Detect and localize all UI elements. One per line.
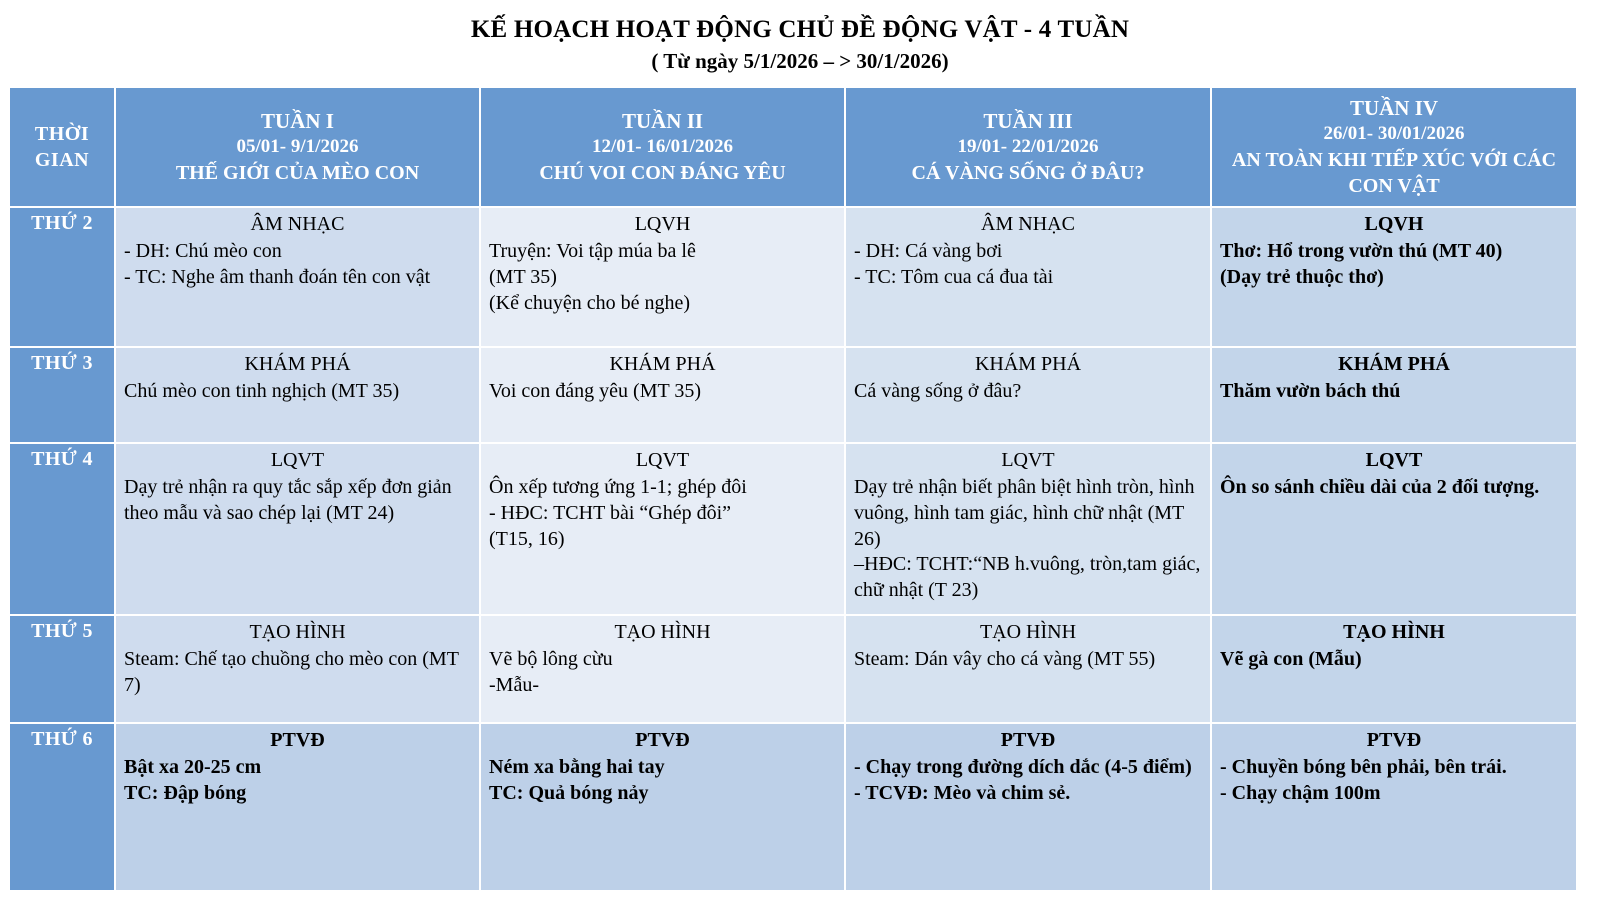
cell-w3-thu5: [845, 615, 1211, 723]
cell-w1-thu2: [115, 207, 480, 347]
week-3-topic: CÁ VÀNG SỐNG Ở ĐÂU?: [911, 161, 1145, 184]
cell-w1-thu5: [115, 615, 480, 723]
activity-line: - Chuyền bóng bên phải, bên trái.: [1220, 756, 1507, 779]
table-row: [9, 347, 1577, 443]
activity-line: - HĐC: TCHT bài “Ghép đôi”: [489, 502, 732, 525]
cell-w3-thu2: [845, 207, 1211, 347]
cell-w4-thu5: [1211, 615, 1577, 723]
day-label-thu-3: THỨ 3: [9, 347, 115, 443]
day-label-thu-4: THỨ 4: [9, 443, 115, 615]
activity-line: TC: Quả bóng nảy: [489, 782, 649, 805]
activity-line: (Kể chuyện cho bé nghe): [489, 291, 691, 314]
activity-name: LQVH: [634, 212, 691, 235]
activity-line: - DH: Cá vàng bơi: [854, 240, 1003, 263]
activity-name: KHÁM PHÁ: [609, 352, 716, 375]
cell-w2-thu6: [480, 723, 845, 891]
activity-line: - TC: Nghe âm thanh đoán tên con vật: [124, 266, 431, 289]
activity-name: ÂM NHẠC: [250, 212, 345, 235]
week-2-name: TUẦN II: [621, 108, 704, 133]
activity-name: LQVT: [1001, 448, 1055, 471]
activity-name: TẠO HÌNH: [614, 620, 711, 643]
cell-w3-thu4: [845, 443, 1211, 615]
activity-name: LQVH: [1364, 212, 1424, 235]
header-week-2: [480, 87, 845, 207]
activity-line: Ôn xếp tương ứng 1-1; ghép đôi: [489, 476, 747, 499]
activity-line: - DH: Chú mèo con: [124, 240, 282, 263]
table-row: [9, 207, 1577, 347]
activity-name: PTVĐ: [1000, 728, 1056, 751]
activity-line: Chú mèo con tinh nghịch (MT 35): [124, 380, 400, 403]
activity-line: - Chạy chậm 100m: [1220, 782, 1381, 805]
day-label-thu-5: THỨ 5: [9, 615, 115, 723]
table-row: [9, 615, 1577, 723]
activity-line: - Chạy trong đường dích dắc (4-5 điểm): [854, 756, 1192, 779]
activity-line: Steam: Chế tạo chuồng cho mèo con (MT 7): [124, 648, 459, 697]
activity-line: Vẽ bộ lông cừu: [489, 648, 613, 671]
activity-line: (MT 35): [489, 266, 557, 289]
activity-name: TẠO HÌNH: [979, 620, 1077, 643]
cell-w4-thu6: [1211, 723, 1577, 891]
header-time-line1: THỜI: [34, 122, 90, 145]
week-2-dates: 12/01- 16/01/2026: [592, 136, 733, 158]
activity-line: Cá vàng sống ở đâu?: [854, 380, 1022, 403]
page-subtitle: ( Từ ngày 5/1/2026 – > 30/1/2026): [651, 48, 949, 73]
cell-w4-thu3: [1211, 347, 1577, 443]
activity-plan-table: [8, 86, 1578, 892]
cell-w1-thu4: [115, 443, 480, 615]
week-3-dates: 19/01- 22/01/2026: [957, 136, 1099, 158]
activity-name: KHÁM PHÁ: [974, 352, 1082, 375]
activity-name: ÂM NHẠC: [981, 212, 1075, 235]
activity-line: Thơ: Hổ trong vườn thú (MT 40): [1220, 240, 1503, 263]
table-row: [9, 723, 1577, 891]
title-block: [0, 0, 1600, 73]
activity-line: Thăm vườn bách thú: [1220, 380, 1401, 403]
cell-w2-thu4: [480, 443, 845, 615]
activity-line: Voi con đáng yêu (MT 35): [489, 380, 702, 403]
cell-w2-thu2: [480, 207, 845, 347]
week-1-dates: 05/01- 9/1/2026: [236, 136, 359, 158]
week-4-name: TUẦN IV: [1349, 95, 1439, 120]
header-week-1: [115, 87, 480, 207]
activity-name: LQVT: [270, 448, 325, 471]
header-week-4: [1211, 87, 1577, 207]
activity-line: Truyện: Voi tập múa ba lê: [489, 240, 696, 263]
cell-w2-thu5: [480, 615, 845, 723]
cell-w4-thu4: [1211, 443, 1577, 615]
day-label-thu-2: THỨ 2: [9, 207, 115, 347]
activity-name: PTVĐ: [635, 728, 690, 751]
week-4-dates: 26/01- 30/01/2026: [1323, 123, 1465, 145]
cell-w3-thu3: [845, 347, 1211, 443]
activity-line: Vẽ gà con (Mẫu): [1220, 648, 1362, 671]
activity-name: TẠO HÌNH: [249, 620, 346, 643]
cell-w4-thu2: [1211, 207, 1577, 347]
activity-line: –HĐC: TCHT:“NB h.vuông, tròn,tam giác, chữ nhật (T 23): [854, 553, 1201, 601]
activity-line: TC: Đập bóng: [124, 782, 247, 805]
week-2-topic: CHÚ VOI CON ĐÁNG YÊU: [539, 161, 786, 184]
week-1-topic: THẾ GIỚI CỦA MÈO CON: [175, 161, 420, 184]
activity-line: - TCVĐ: Mèo và chim sẻ.: [854, 782, 1071, 805]
activity-line: Dạy trẻ nhận biết phân biệt hình tròn, hình vuông, hình tam giác, hình chữ nhật (MT 26): [854, 476, 1195, 550]
activity-line: Dạy trẻ nhận ra quy tắc sắp xếp đơn giản theo mẫu và sao chép lại (MT 24): [124, 476, 452, 525]
header-week-3: [845, 87, 1211, 207]
activity-name: LQVT: [1365, 448, 1423, 471]
cell-w2-thu3: [480, 347, 845, 443]
activity-line: - TC: Tôm cua cá đua tài: [854, 266, 1054, 289]
table-row: [9, 443, 1577, 615]
header-time-line2: GIAN: [34, 148, 90, 171]
activity-name: PTVĐ: [270, 728, 325, 751]
header-time: [9, 87, 115, 207]
activity-name: PTVĐ: [1366, 728, 1422, 751]
activity-line: -Mẫu-: [489, 674, 539, 697]
day-label-thu-6: THỨ 6: [9, 723, 115, 891]
week-4-topic: AN TOÀN KHI TIẾP XÚC VỚI CÁC CON VẬT: [1231, 148, 1557, 197]
cell-w1-thu6: [115, 723, 480, 891]
activity-line: Ôn so sánh chiều dài của 2 đối tượng.: [1220, 476, 1540, 499]
activity-name: KHÁM PHÁ: [1338, 352, 1450, 375]
activity-name: LQVT: [635, 448, 690, 471]
cell-w1-thu3: [115, 347, 480, 443]
activity-line: Steam: Dán vây cho cá vàng (MT 55): [854, 648, 1156, 671]
activity-line: (Dạy trẻ thuộc thơ): [1220, 266, 1384, 289]
activity-line: Ném xa bằng hai tay: [489, 756, 665, 779]
cell-w3-thu6: [845, 723, 1211, 891]
activity-name: KHÁM PHÁ: [244, 352, 351, 375]
activity-line: (T15, 16): [489, 527, 565, 550]
activity-name: TẠO HÌNH: [1343, 620, 1445, 643]
week-1-name: TUẦN I: [261, 108, 334, 133]
activity-line: Bật xa 20-25 cm: [124, 756, 262, 779]
page-title: KẾ HOẠCH HOẠT ĐỘNG CHỦ ĐỀ ĐỘNG VẬT - 4 TUẦN: [470, 16, 1130, 43]
table-header-row: [9, 87, 1577, 207]
week-3-name: TUẦN III: [983, 108, 1073, 133]
